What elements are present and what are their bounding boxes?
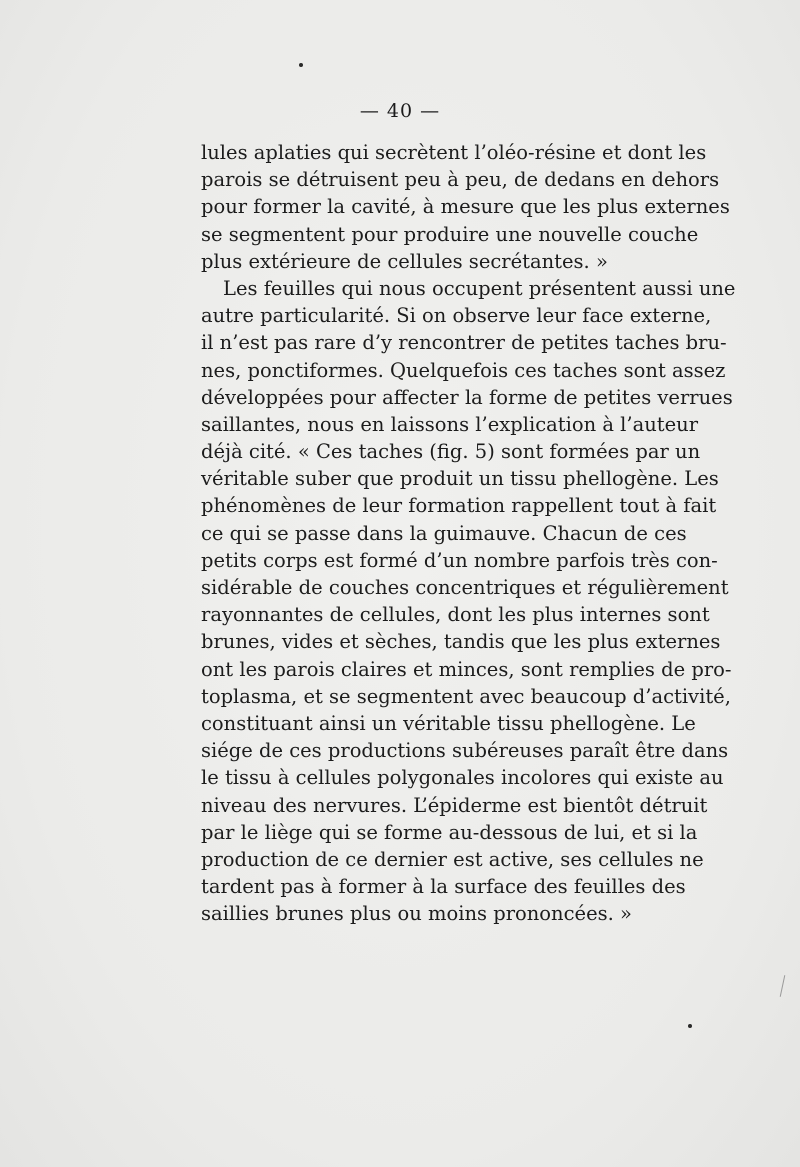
- text-line: ce qui se passe dans la guimauve. Chacun de ces: [201, 521, 687, 545]
- text-line: rayonnantes de cellules, dont les plus internes sont: [201, 603, 710, 627]
- text-line: tardent pas à former à la surface des feuilles des: [201, 875, 686, 899]
- text-line: se segmentent pour produire une nouvelle couche: [201, 222, 699, 246]
- text-line: pour former la cavité, à mesure que les plus externes: [201, 195, 730, 219]
- text-line: phénomènes de leur formation rappellent tout à fait: [201, 494, 717, 518]
- text-line: petits corps est formé d’un nombre parfois très con-: [201, 548, 718, 572]
- scan-speck: [688, 1024, 692, 1028]
- text-line: par le liège qui se forme au-dessous de lui, et si la: [201, 820, 698, 844]
- text-line: il n’est pas rare d’y rencontrer de petites taches bru-: [201, 331, 727, 355]
- text-line: parois se détruisent peu à peu, de dedans en dehors: [201, 168, 720, 192]
- text-line: brunes, vides et sèches, tandis que les plus externes: [201, 630, 721, 654]
- text-line: développées pour affecter la forme de petites verrues: [201, 385, 733, 409]
- text-line: toplasma, et se segmentent avec beaucoup d’activité,: [201, 684, 731, 708]
- text-line: le tissu à cellules polygonales incolores qui existe au: [201, 766, 724, 790]
- text-line: lules aplaties qui secrètent l’oléo-résine et dont les: [201, 141, 707, 164]
- scan-edge-mark: [780, 975, 786, 997]
- scan-speck: [299, 63, 303, 67]
- text-line: déjà cité. « Ces taches (fig. 5) sont formées par un: [201, 440, 701, 464]
- text-line: sidérable de couches concentriques et régulièrement: [201, 576, 729, 599]
- page-number: — 40 —: [359, 100, 441, 122]
- text-line: siége de ces productions subéreuses paraît être dans: [201, 739, 729, 763]
- text-line: autre particularité. Si on observe leur face externe,: [201, 304, 712, 328]
- body-text: [201, 139, 736, 927]
- paragraph-start-line: Les feuilles qui nous occupent présentent aussi une: [223, 276, 736, 300]
- text-line: production de ce dernier est active, ses cellules ne: [201, 847, 704, 871]
- text-line: plus extérieure de cellules secrétantes. »: [201, 249, 608, 273]
- text-line: saillies brunes plus ou moins prononcées. »: [201, 902, 632, 926]
- text-line: niveau des nervures. L’épiderme est bientôt détruit: [201, 793, 708, 817]
- text-line: saillantes, nous en laissons l’explication à l’auteur: [201, 412, 699, 436]
- text-line: ont les parois claires et minces, sont remplies de pro-: [201, 657, 732, 681]
- text-line: constituant ainsi un véritable tissu phellogène. Le: [201, 711, 696, 735]
- text-line: nes, ponctiformes. Quelquefois ces taches sont assez: [201, 358, 726, 382]
- text-line: véritable suber que produit un tissu phellogène. Les: [201, 467, 719, 491]
